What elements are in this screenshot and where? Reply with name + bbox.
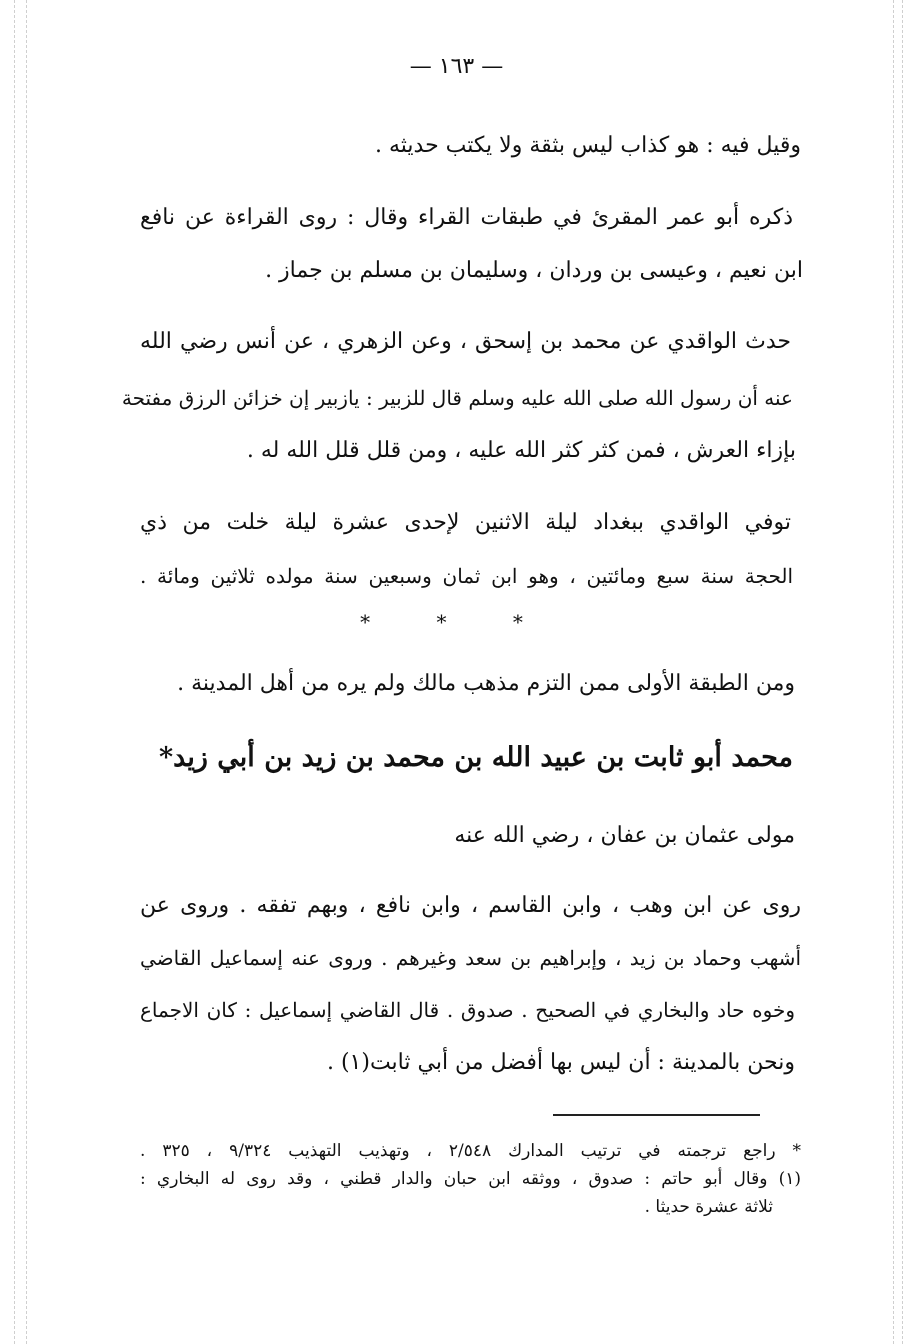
scan-margin-line [893,0,894,1344]
text-line: أشهب وحماد بن زيد ، وإبراهيم بن سعد وغيرهم . وروى عنه إسماعيل القاضي [140,946,801,970]
biography-subtitle: مولى عثمان بن عفان ، رضي الله عنه [454,823,795,848]
text-line: وخوه حاد والبخاري في الصحيح . صدوق . قال القاضي إسماعيل : كان الاجماع [140,998,795,1022]
text-line: عنه أن رسول الله صلى الله عليه وسلم قال للزبير : يازبير إن خزائن الرزق مفتحة [121,386,793,410]
biography-heading: محمد أبو ثابت بن عبيد الله بن محمد بن زيد بن أبي زيد* [159,742,793,773]
page-number: — ١٦٣ — [409,54,504,79]
footnote-divider [553,1114,760,1116]
text-line: الحجة سنة سبع ومائتين ، وهو ابن ثمان وسبعين سنة مولده ثلاثين ومائة . [140,564,793,588]
footnote-line: (١) وقال أبو حاتم : صدوق ، ووثقه ابن حبان والدار قطني ، وقد روى له البخاري : [140,1169,801,1189]
text-line: بإزاء العرش ، فمن كثر كثر الله عليه ، ومن قلل قلل الله له . [246,438,796,463]
scan-margin-line [14,0,15,1344]
text-line: ابن نعيم ، وعيسى بن وردان ، وسليمان بن مسلم بن جماز . [265,258,803,283]
scan-margin-line [26,0,27,1344]
text-line: روى عن ابن وهب ، وابن القاسم ، وابن نافع ، وبهم تفقه . وروى عن [140,893,801,918]
footnote-line: ثلاثة عشرة حديثا . [644,1197,773,1217]
section-intro: ومن الطبقة الأولى ممن التزم مذهب مالك ولم يره من أهل المدينة . [177,671,795,696]
footnote-line: * راجع ترجمته في ترتيب المدارك ٢/٥٤٨ ، وتهذيب التهذيب ٩/٣٢٤ ، ٣٢٥ . [140,1141,802,1161]
text-line: ذكره أبو عمر المقرئ في طبقات القراء وقال : روى القراءة عن نافع [140,205,793,230]
text-line: توفي الواقدي ببغداد ليلة الاثنين لإحدى عشرة ليلة خلت من ذي [140,510,791,535]
text-line: حدث الواقدي عن محمد بن إسحق ، وعن الزهري ، عن أنس رضي الله [140,329,791,354]
scan-margin-line [902,0,903,1344]
text-line: ونحن بالمدينة : أن ليس بها أفضل من أبي ثابت(١) . [326,1050,795,1075]
section-separator: * * * [360,610,553,634]
text-line: وقيل فيه : هو كذاب ليس بثقة ولا يكتب حديثه . [374,133,801,158]
